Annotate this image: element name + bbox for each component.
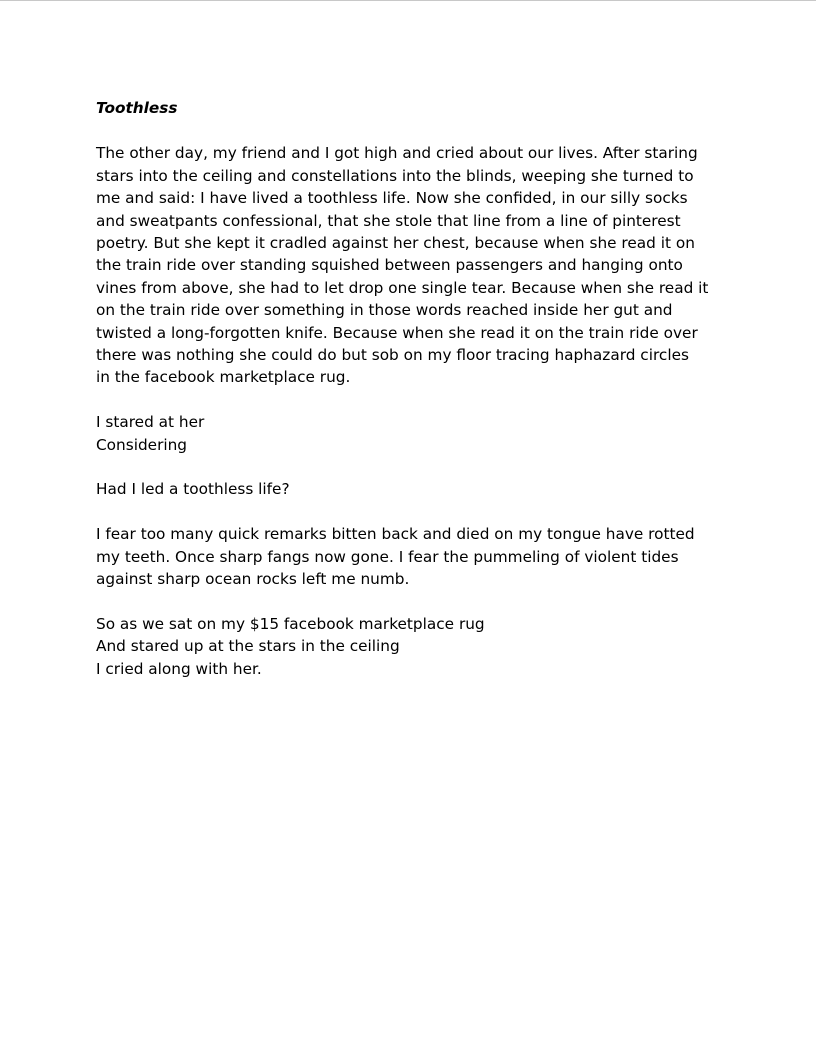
text-line: And stared up at the stars in the ceiling [96,637,400,656]
document-title: Toothless [96,99,178,117]
paragraph-3 [96,478,722,500]
text-line: poetry. But she kept it cradled against her chest, because when she read it on [96,234,695,253]
paragraph-2 [96,411,722,456]
text-line: I stared at her [96,413,205,432]
text-line: Considering [96,435,188,454]
text-line: and sweatpants confessional, that she stole that line from a line of pinterest [96,211,681,230]
text-line: stars into the ceiling and constellations into the blinds, weeping she turned to [96,166,694,185]
text-line: I cried along with her. [96,659,262,678]
text-line: against sharp ocean rocks left me numb. [96,570,410,589]
page-top-border [0,0,816,1]
paragraph-1 [96,142,722,388]
text-line: Had I led a toothless life? [96,480,290,499]
text-line: my teeth. Once sharp fangs now gone. I fear the pummeling of violent tides [96,547,679,566]
text-line: I fear too many quick remarks bitten back and died on my tongue have rotted [96,525,695,544]
text-line: twisted a long-forgotten knife. Because when she read it on the train ride over [96,323,698,342]
text-line: there was nothing she could do but sob on my floor tracing haphazard circles [96,346,689,365]
text-line: vines from above, she had to let drop one single tear. Because when she read it [96,278,709,297]
text-line: in the facebook marketplace rug. [96,368,351,387]
text-line: on the train ride over something in those words reached inside her gut and [96,301,673,320]
text-line: So as we sat on my $15 facebook marketplace rug [96,614,485,633]
text-line: The other day, my friend and I got high and cried about our lives. After staring [96,144,698,163]
text-line: me and said: I have lived a toothless life. Now she confided, in our silly socks [96,189,688,208]
paragraph-4 [96,523,722,590]
text-line: the train ride over standing squished between passengers and hanging onto [96,256,683,275]
paragraph-5 [96,613,722,680]
document-page [96,96,722,702]
